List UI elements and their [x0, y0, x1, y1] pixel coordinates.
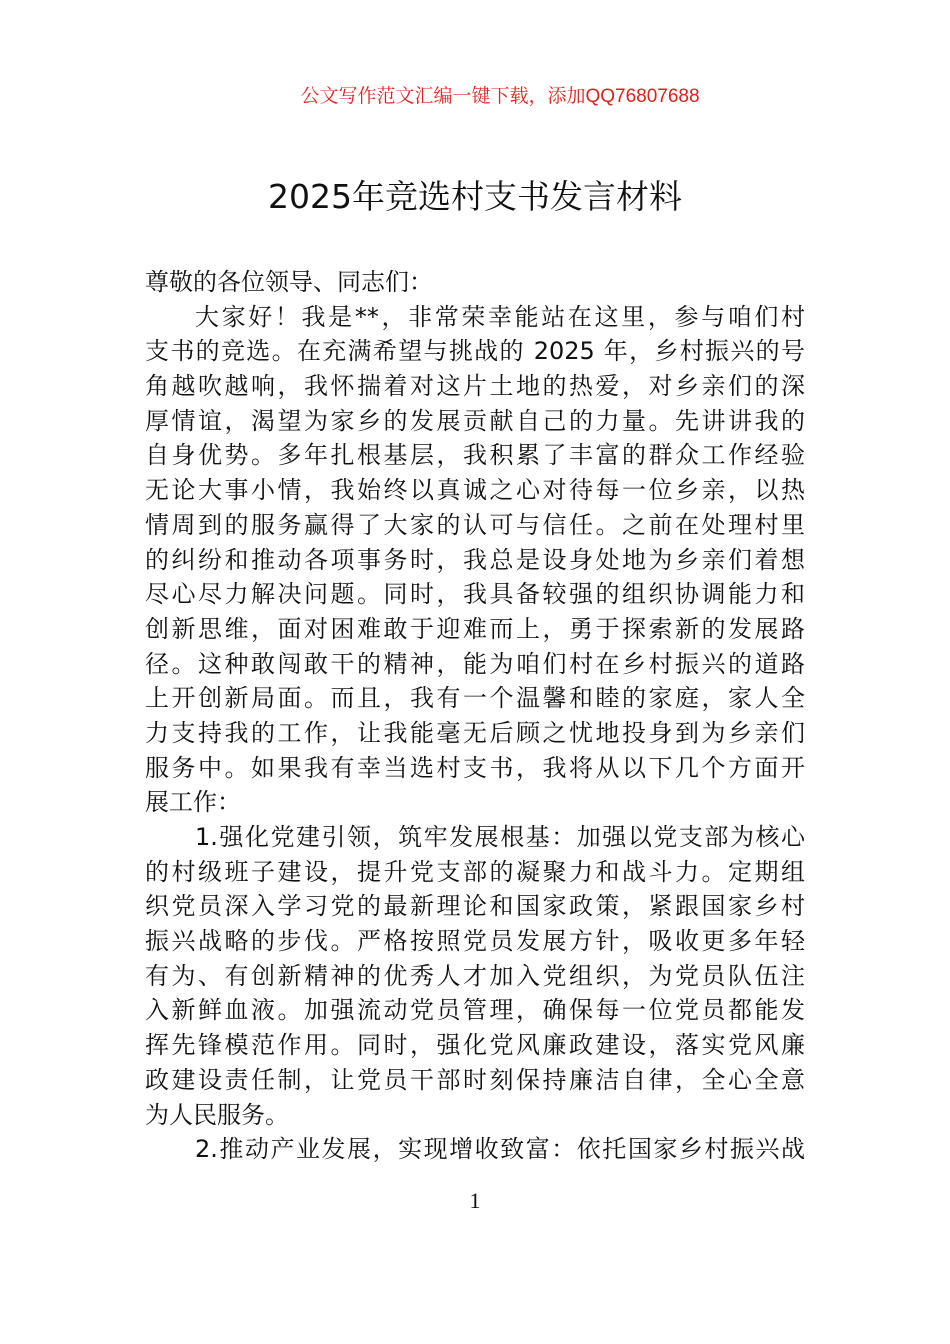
text-line: 振兴战略的步伐。严格按照党员发展方针，吸收更多年轻 — [145, 927, 805, 956]
text-line: 上开创新局面。而且，我有一个温馨和睦的家庭，家人全 — [145, 684, 805, 713]
text-line: 展工作： — [145, 788, 241, 817]
text-line: 的纠纷和推动各项事务时，我总是设身处地为乡亲们着想 — [145, 545, 805, 574]
text-line: 径。这种敢闯敢干的精神，能为咱们村在乡村振兴的道路 — [145, 649, 805, 678]
text-line: 尽心尽力解决问题。同时，我具备较强的组织协调能力和 — [145, 580, 805, 609]
document-title: 2025年竞选村支书发言材料 — [268, 177, 682, 216]
text-line: 无论大事小情，我始终以真诚之心对待每一位乡亲，以热 — [145, 476, 805, 505]
paragraph — [145, 1132, 805, 1167]
text-line: 2.推动产业发展，实现增收致富：依托国家乡村振兴战 — [195, 1135, 805, 1164]
text-line: 入新鲜血液。加强流动党员管理，确保每一位党员都能发 — [145, 996, 805, 1025]
text-line: 织党员深入学习党的最新理论和国家政策，紧跟国家乡村 — [145, 892, 805, 921]
text-line: 政建设责任制，让党员干部时刻保持廉洁自律，全心全意 — [145, 1065, 805, 1094]
text-line: 创新思维，面对困难敢于迎难而上，勇于探索新的发展路 — [145, 614, 805, 643]
text-line: 挥先锋模范作用。同时，强化党风廉政建设，落实党风廉 — [145, 1031, 805, 1060]
download-banner-link[interactable]: 公文写作范文汇编一键下载，添加QQ76807688 — [300, 86, 700, 107]
text-line: 服务中。如果我有幸当选村支书，我将从以下几个方面开 — [145, 753, 805, 782]
paragraph — [145, 265, 805, 300]
text-line: 情周到的服务赢得了大家的认可与信任。之前在处理村里 — [145, 510, 805, 539]
page-number: 1 — [469, 1188, 481, 1213]
text-line: 有为、有创新精神的优秀人才加入党组织，为党员队伍注 — [145, 961, 805, 990]
text-line: 的村级班子建设，提升党支部的凝聚力和战斗力。定期组 — [145, 857, 805, 886]
text-line: 为人民服务。 — [145, 1100, 289, 1129]
text-line: 大家好！我是**，非常荣幸能站在这里，参与咱们村 — [195, 302, 805, 331]
text-line: 尊敬的各位领导、同志们： — [145, 268, 433, 296]
text-line: 自身优势。多年扎根基层，我积累了丰富的群众工作经验 — [145, 441, 805, 470]
text-line: 厚情谊，渴望为家乡的发展贡献自己的力量。先讲讲我的 — [145, 406, 805, 435]
text-line: 1.强化党建引领，筑牢发展根基：加强以党支部为核心 — [195, 823, 805, 851]
text-line: 力支持我的工作，让我能毫无后顾之忧地投身到为乡亲们 — [145, 718, 805, 747]
document-body — [145, 265, 805, 1167]
text-line: 支书的竞选。在充满希望与挑战的 2025 年，乡村振兴的号 — [145, 337, 805, 366]
paragraph — [145, 820, 805, 1132]
text-line: 角越吹越响，我怀揣着对这片土地的热爱，对乡亲们的深 — [145, 372, 805, 401]
paragraph — [145, 300, 805, 820]
